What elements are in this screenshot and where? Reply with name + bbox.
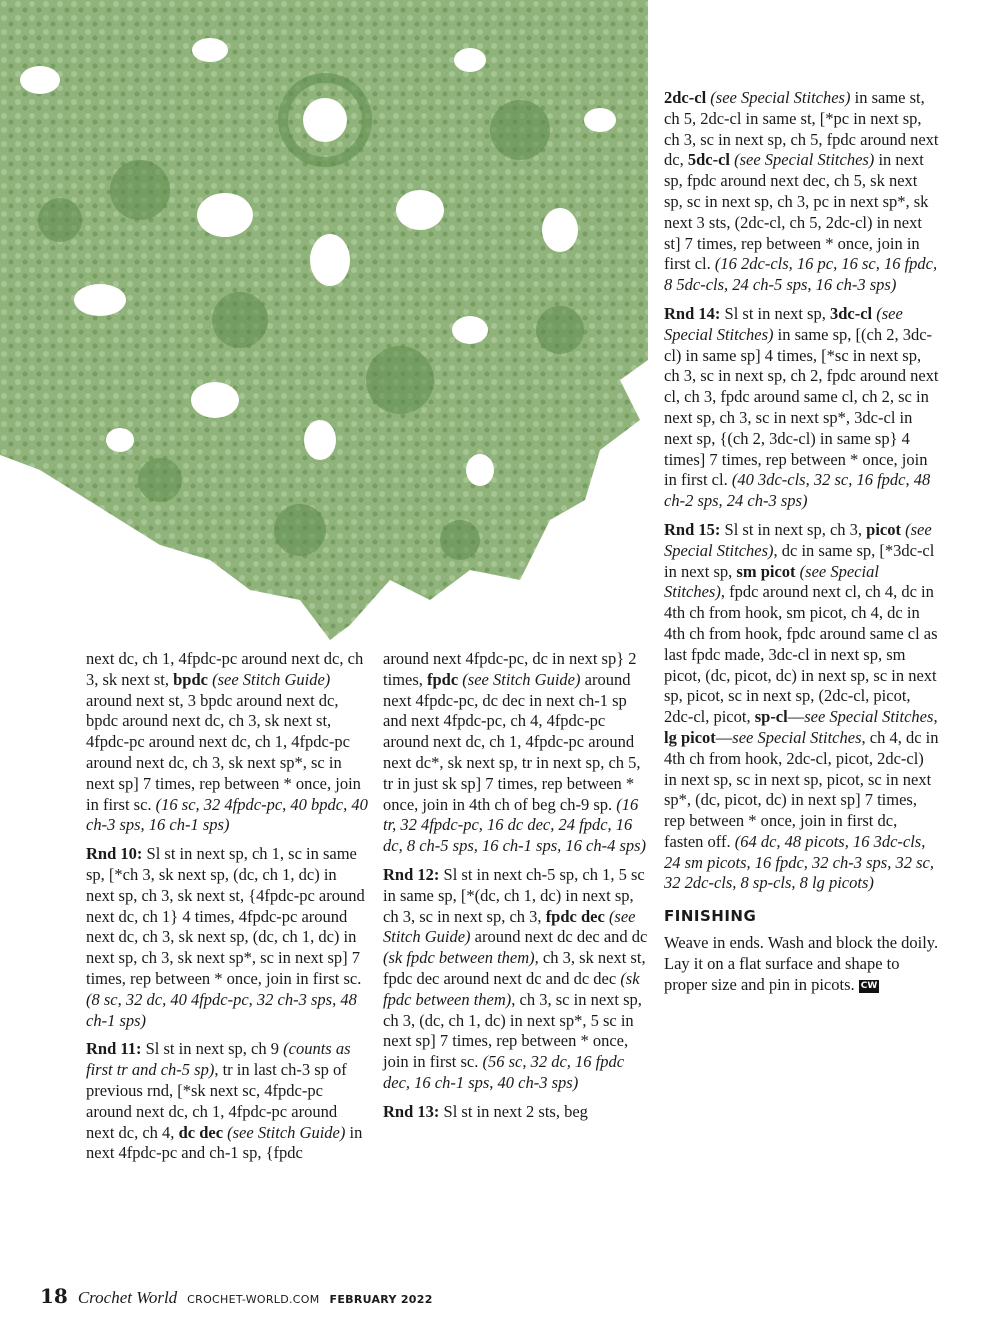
instructions-rnd11-start (86, 1039, 368, 1164)
instructions-rnd14 (664, 304, 939, 512)
instruction-text: in same st, ch 5, 2dc-cl in same st, [*pc in next sp, ch 3, sc in next sp, ch 5, fpdc around next dc, (664, 88, 939, 170)
instruction-text: around next 4fpdc-pc, dc in next sp} 2 times, (383, 649, 637, 689)
stitch-term: Rnd 15: (664, 519, 721, 539)
note-text: (see Special Stitches) (664, 561, 879, 602)
instruction-text: around next st, 3 bpdc around next dc, bpdc around next dc, ch 3, sk next st, 4fpdc-pc around next dc, ch 1, 4fpdc-pc around next dc, ch 3, sk next sp*, sc in next sp] 7 times, rep between * once, join in first sc. (86, 690, 361, 814)
instruction-text: in next 4fpdc-pc and ch-1 sp, {fpdc (86, 1122, 363, 1163)
note-text: (sk fpdc between them) (383, 968, 640, 1009)
instruction-text: in next sp, fpdc around next dec, ch 5, sk next sp, sc in next sp, ch 3, pc in next sp*, sk next 3 sts, (2dc-cl, ch 5, 2dc-cl) in next st] 7 times, rep between * once, join in first cl. (664, 150, 929, 274)
instruction-text: around next 4fpdc-pc, dc dec in next ch-1 sp and next 4fpdc-pc, ch 4, 4fpdc-pc around next dc, ch 1, 4fpdc-pc around next dc*, sk next sp, tr in next sp, ch 5, tr in just sk sp] 7 times, rep between * once, join in 4th ch of beg ch-9 sp. (383, 669, 641, 814)
column-3 (664, 88, 939, 1003)
note-text: (see Special Stitches) (734, 150, 875, 170)
note-text: (16 tr, 32 4fpdc-pc, 16 dc dec, 24 fpdc, 16 dc, 8 ch-5 sps, 16 ch-1 sps, 16 ch-4 sps) (383, 794, 647, 856)
note-text: (see Stitch Guide) (383, 906, 636, 947)
instruction-text: Sl st in next sp, ch 1, sc in same sp, [*ch 3, sk next sp, (dc, ch 1, dc) in next sp, ch 3, sk next st, {4fpdc-pc around next dc, ch 1} 4 times, 4fpdc-pc around next dc, ch 3, sk next sp, (dc, ch 1, dc) in next sp, ch 3, sk next sp*, sc in next sp] 7 times, rep between * once, join in first sc. (86, 844, 365, 988)
stitch-term: picot (866, 519, 901, 539)
note-text: (40 3dc-cls, 32 sc, 16 fpdc, 48 ch-2 sps, 24 ch-3 sps) (664, 470, 931, 511)
stitch-term: sm picot (736, 561, 796, 581)
magazine-name: Crochet World (77, 1288, 178, 1307)
note-text: (16 2dc-cls, 16 pc, 16 sc, 16 fpdc, 8 5dc-cls, 24 ch-5 sps, 16 ch-3 sps) (664, 254, 938, 295)
note-text: (64 dc, 48 picots, 16 3dc-cls, 24 sm picots, 16 fpdc, 32 ch-3 sps, 32 sc, 32 2dc-cls, 8 sp-cls, 8 lg picots) (664, 831, 934, 893)
instructions-rnd9-end (86, 649, 368, 836)
stitch-term: 5dc-cl (687, 150, 730, 170)
instruction-text: , dc in same sp, [*3dc-cl in next sp, (664, 540, 935, 581)
stitch-term: lg picot (664, 727, 716, 747)
issue-date: FEBRUARY 2022 (329, 1293, 433, 1306)
instruction-text: Sl st in next 2 sts, beg (439, 1101, 588, 1121)
note-text: (8 sc, 32 dc, 40 4fpdc-pc, 32 ch-3 sps, 48 ch-1 sps) (86, 989, 357, 1030)
note-text: see Special Stitches (732, 727, 862, 747)
stitch-term: sp-cl (754, 707, 788, 727)
stitch-term: Rnd 10: (86, 844, 143, 864)
instruction-text: , ch 3, sk next st, fpdc dec around next dc and dc dec (383, 948, 646, 988)
note-text: (56 sc, 32 dc, 16 fpdc dec, 16 ch-1 sps, 40 ch-3 sps) (383, 1052, 625, 1092)
instructions-rnd10 (86, 844, 368, 1031)
instruction-text: around next dc dec and dc (470, 927, 648, 947)
note-text: (16 sc, 32 4fpdc-pc, 40 bpdc, 40 ch-3 sps, 16 ch-1 sps) (86, 794, 368, 835)
instruction-text: Sl st in next sp, ch 9 (141, 1039, 284, 1059)
stitch-term: Rnd 12: (383, 864, 440, 884)
finishing-text (664, 933, 939, 995)
stitch-term: dc dec (178, 1122, 224, 1142)
instruction-text: , tr in last ch-3 sp of previous rnd, [*sk next sc, 4fpdc-pc around next dc, ch 1, 4fpdc-pc around next dc, ch 4, (86, 1060, 347, 1142)
instruction-text: in same sp, [(ch 2, 3dc-cl) in same sp] 4 times, [*sc in next sp, ch 3, sc in next sp, ch 2, fpdc around next cl, ch 3, fpdc around same cl, ch 2, sc in next sp, ch 3, sc in next sp*, 3dc-cl in next sp, {(ch 2, 3dc-cl) in same sp} 4 times] 7 times, rep between * once, join in first cl. (664, 324, 939, 490)
instruction-text: , ch 4, dc in 4th ch from hook, 2dc-cl, picot, 2dc-cl) in next sp, sc in next sp, picot, sc in next sp*, (dc, picot, dc) in next sp] 7 times, rep between * once, join in first dc, fasten off. (664, 727, 939, 851)
note-text: (see Special Stitches) (664, 303, 903, 344)
stitch-term: Rnd 14: (664, 303, 721, 323)
instructions-rnd13-start (383, 1102, 649, 1123)
end-mark-icon: CW (860, 980, 878, 991)
instruction-text: — (787, 707, 805, 727)
instruction-text: Sl st in next ch-5 sp, ch 1, 5 sc in same sp, [*(dc, ch 1, dc) in next sp, ch 3, sc in next sp, ch 3, (383, 864, 645, 926)
page-footer (40, 1284, 433, 1308)
stitch-term: fpdc (427, 669, 459, 689)
crochet-doily-photo (0, 0, 648, 640)
stitch-term: Rnd 13: (383, 1101, 440, 1121)
instruction-text: Sl st in next sp, ch 3, (720, 519, 867, 539)
note-text: (counts as first tr and ch-5 sp) (86, 1039, 351, 1080)
column-2 (383, 649, 649, 1131)
finishing-body: Weave in ends. Wash and block the doily. Lay it on a flat surface and shape to proper size and pin in picots. (664, 933, 939, 994)
stitch-term: fpdc dec (545, 906, 605, 926)
instructions-rnd15 (664, 520, 939, 894)
note-text: (see Special Stitches) (710, 88, 851, 107)
stitch-term: Rnd 11: (86, 1039, 142, 1059)
note-text: see Special Stitches (804, 707, 934, 727)
stitch-term: bpdc (173, 669, 208, 689)
column-1 (86, 649, 368, 1172)
instructions-rnd13-end (664, 88, 939, 296)
instruction-text: — (715, 727, 733, 747)
note-text: (see Special Stitches) (664, 519, 932, 560)
stitch-term: 2dc-cl (664, 88, 707, 107)
website: CROCHET-WORLD.COM (187, 1293, 320, 1306)
instructions-rnd11-end (383, 649, 649, 857)
note-text: (see Stitch Guide) (212, 669, 331, 689)
note-text: (see Stitch Guide) (227, 1122, 346, 1142)
instruction-text: , ch 3, sc in next sp, ch 3, (dc, ch 1, dc) in next sp*, 5 sc in next sp] 7 times, rep between * once, join in first sc. (383, 989, 642, 1072)
instruction-text: , (933, 707, 938, 727)
instructions-rnd12 (383, 865, 649, 1094)
stitch-term: 3dc-cl (829, 303, 873, 323)
instruction-text: next dc, ch 1, 4fpdc-pc around next dc, ch 3, sk next st, (86, 649, 364, 689)
note-text: (see Stitch Guide) (462, 669, 581, 689)
finishing-heading: FINISHING (664, 907, 757, 926)
instruction-text: , fpdc around next cl, ch 4, dc in 4th ch from hook, sm picot, ch 4, dc in 4th ch from hook, fpdc around same cl as last fpdc made, 3dc-cl in next sp, sm picot, (dc, picot, dc) in next sp, sc in next sp, picot, sc in next sp, (2dc-cl, picot, 2dc-cl, picot, (664, 582, 938, 727)
instruction-text: Sl st in next sp, (720, 303, 830, 323)
note-text: (sk fpdc between them) (383, 948, 535, 968)
page-number: 18 (40, 1284, 68, 1308)
